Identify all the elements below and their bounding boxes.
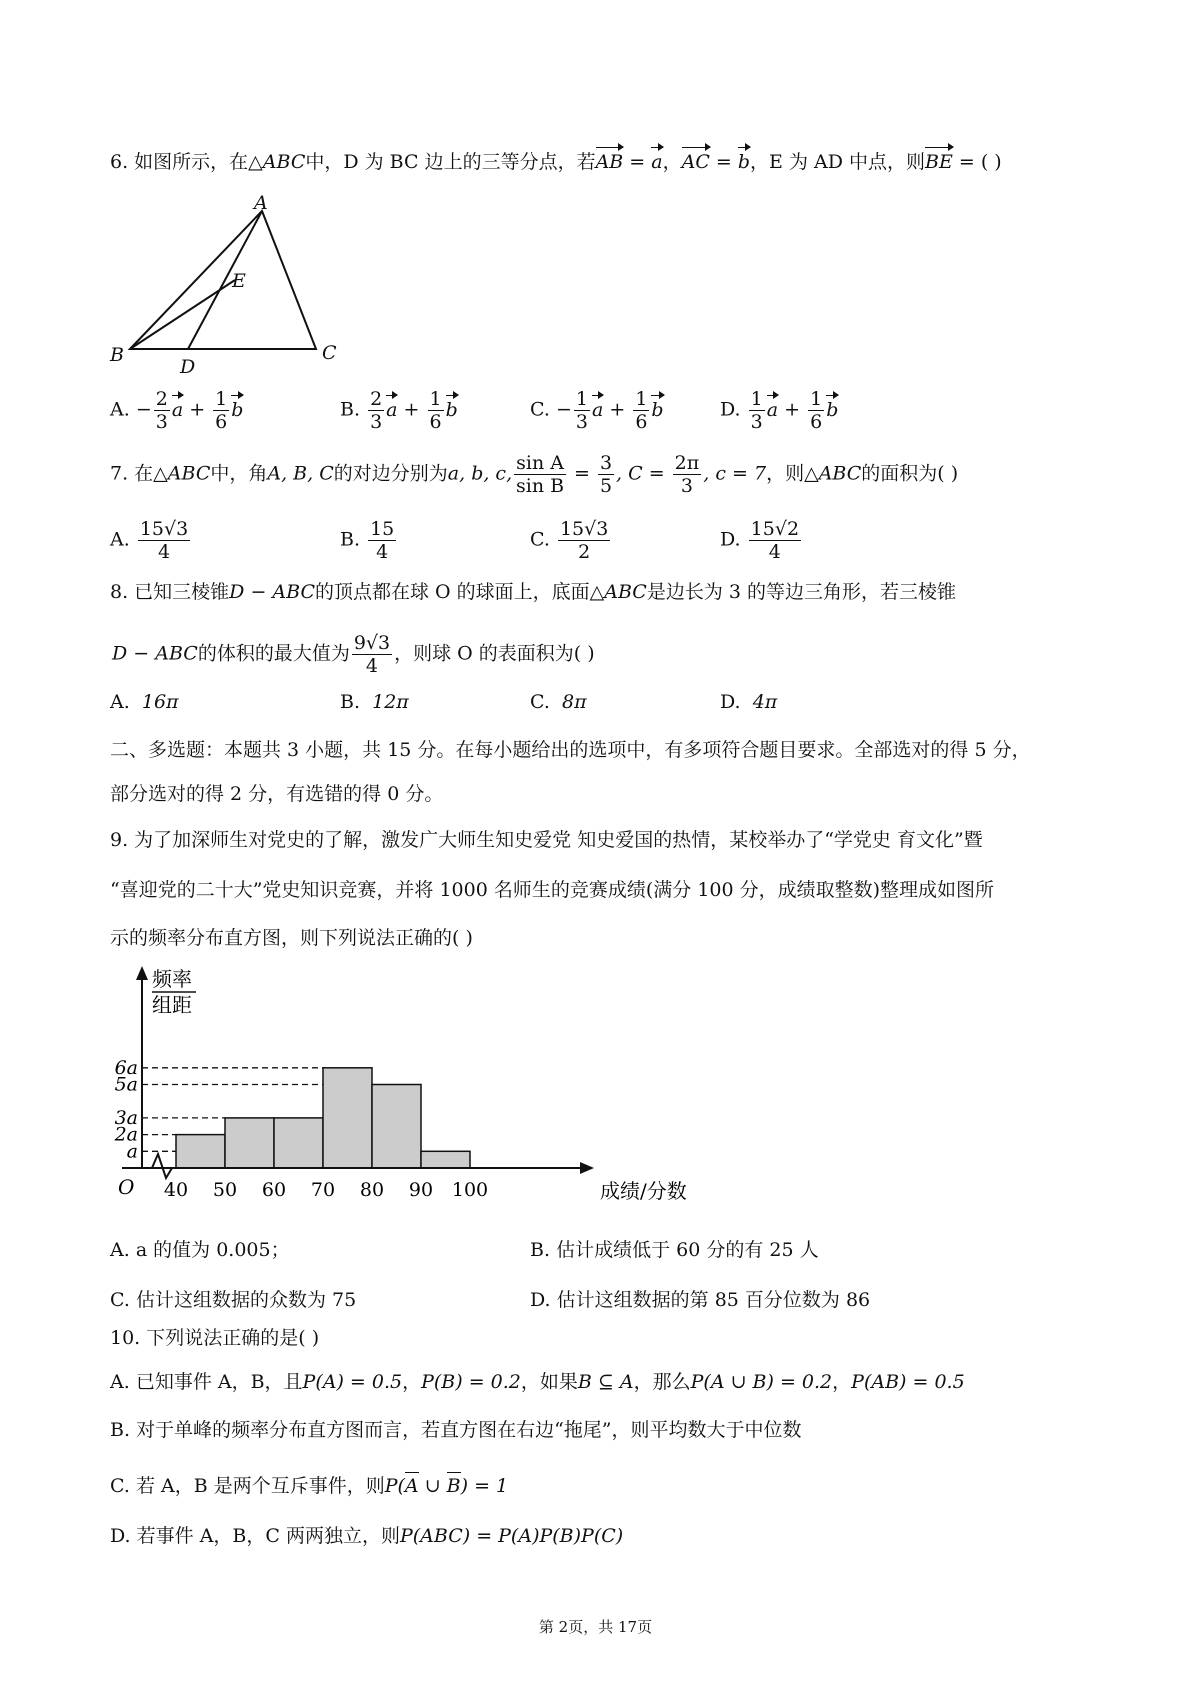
q6-stem [110, 150, 1002, 174]
label-e: E [232, 270, 246, 292]
y-tick-label: 6a [114, 1056, 138, 1079]
q6-comma: ， [662, 151, 682, 173]
histogram-bar [421, 1151, 470, 1168]
q10-option-a[interactable]: A. 已知事件 A，B，且P(A) = 0.5，P(B) = 0.2，如果B ⊆ A，那么P(A ∪ B) = 0.2，P(AB) = 0.5 [110, 1371, 965, 1393]
q6-text: ，E 为 AD 中点，则 [750, 151, 925, 173]
x-axis-arrow [580, 1162, 594, 1174]
vector-a: a [651, 151, 663, 173]
section-heading-line1: 二、多选题：本题共 3 小题，共 15 分。在每小题给出的选项中，有多项符合题目要求。全部选对的得 5 分， [110, 739, 1031, 761]
q9-stem-line2: “喜迎党的二十大”党史知识竞赛，并将 1000 名师生的竞赛成绩(满分 100 分，成绩取整数)整理成如图所 [110, 879, 995, 901]
y-tick-label: 2a [114, 1123, 138, 1146]
vector-b: b [737, 151, 751, 173]
x-tick-label: 50 [212, 1179, 238, 1201]
y-label-top: 频率 [152, 967, 192, 991]
q6-abc: ABC [262, 151, 306, 173]
section-heading-line2: 部分选对的得 2 分，有选错的得 0 分。 [110, 783, 444, 805]
x-tick-label: 90 [408, 1179, 434, 1201]
x-tick-label: 70 [310, 1179, 336, 1201]
histogram-bar [225, 1118, 274, 1168]
q6-eq: = [709, 151, 738, 173]
q6-text: = ( ) [952, 151, 1002, 173]
q6-option-c[interactable]: C. − $\frac{1}{3}$ a + $\frac{1}{6}$ b [530, 388, 664, 433]
q9-stem-line3: 示的频率分布直方图，则下列说法正确的( ) [110, 927, 473, 949]
q8-option-c[interactable]: C. 8π [530, 691, 587, 713]
x-tick-label: 40 [163, 1179, 189, 1201]
q7-option-c[interactable]: C. $\frac{15√3}{2}$ [530, 518, 609, 563]
q7-option-b[interactable]: B. $\frac{15}{4}$ [340, 518, 395, 563]
q8-option-d[interactable]: D. 4π [720, 691, 778, 713]
q8-stem-line1: 8. 已知三棱锥D − ABC的顶点都在球 O 的球面上，底面△ABC是边长为 3 的等边三角形，若三棱锥 [110, 581, 957, 603]
label-c: C [322, 342, 337, 364]
label-b: B [110, 344, 124, 366]
histogram-x-ticks [164, 1179, 488, 1201]
q10-stem: 10. 下列说法正确的是( ) [110, 1327, 320, 1349]
q9-stem-line1: 9. 为了加深师生对党史的了解，激发广大师生知史爱党 知史爱国的热情，某校举办了“学党史 育文化”暨 [110, 829, 983, 851]
vector-be: BE [925, 151, 953, 173]
y-label-bottom: 组距 [152, 993, 192, 1017]
y-tick-label: 5a [114, 1073, 138, 1096]
x-tick-label: 100 [451, 1179, 489, 1201]
q6-text: 中，D 为 BC 边上的三等分点，若 [305, 151, 596, 173]
origin-label: O [118, 1175, 135, 1199]
q8-option-b[interactable]: B. 12π [340, 691, 409, 713]
x-tick-label: 80 [359, 1179, 385, 1201]
histogram-chart [100, 967, 687, 1203]
vector-ac: AC [681, 151, 710, 173]
q9-option-a[interactable]: A. a 的值为 0.005； [110, 1239, 290, 1261]
q6-eq: = [623, 151, 652, 173]
y-axis-arrow [136, 966, 148, 980]
y-tick-label: a [126, 1140, 138, 1163]
q9-option-b[interactable]: B. 估计成绩低于 60 分的有 25 人 [530, 1239, 819, 1261]
label-d: D [180, 356, 196, 378]
vector-ab: AB [595, 151, 624, 173]
q10-option-b[interactable]: B. 对于单峰的频率分布直方图而言，若直方图在右边“拖尾”，则平均数大于中位数 [110, 1419, 802, 1441]
axis-break-mark [152, 1154, 172, 1178]
q7-option-a[interactable]: A. $\frac{15√3}{4}$ [110, 518, 189, 563]
q6-text: 6. 如图所示，在△ [110, 151, 263, 173]
q10-option-d[interactable]: D. 若事件 A，B，C 两两独立，则P(ABC) = P(A)P(B)P(C) [110, 1525, 624, 1547]
q7-option-d[interactable]: D. $\frac{15√2}{4}$ [720, 518, 800, 563]
page-footer: 第 2页，共 17页 [538, 1618, 653, 1636]
histogram-bar [274, 1118, 323, 1168]
y-tick-label: 3a [114, 1106, 138, 1129]
q6-option-d[interactable]: D. $\frac{1}{3}$ a + $\frac{1}{6}$ b [720, 388, 839, 433]
q6-option-a[interactable]: A. − $\frac{2}{3}$ a + $\frac{1}{6}$ b [110, 388, 244, 433]
histogram-bar [176, 1135, 225, 1168]
q9-option-d[interactable]: D. 估计这组数据的第 85 百分位数为 86 [530, 1289, 871, 1311]
q8-option-a[interactable]: A. 16π [110, 691, 179, 713]
x-tick-label: 60 [261, 1179, 287, 1201]
label-a: A [254, 192, 268, 214]
q8-stem-line2: D − ABC的体积的最大值为 $\frac{9√3}{4}$ ，则球 O 的表面积为( ) [112, 632, 595, 677]
q6-option-b[interactable]: B. $\frac{2}{3}$ a + $\frac{1}{6}$ b [340, 388, 458, 433]
histogram-bar [323, 1068, 372, 1168]
x-axis-label: 成绩/分数 [600, 1179, 687, 1203]
q7-stem: 7. 在△ABC中，角A, B, C的对边分别为a, b, c, $\frac{\text{sin A}}{\text{sin B}}$ = $\frac{3}{5}$ , C = $\frac{2\pi}{3}$ , c = 7，则△ABC的面积为( ) [110, 452, 959, 497]
q9-option-c[interactable]: C. 估计这组数据的众数为 75 [110, 1289, 357, 1311]
histogram-bar [372, 1085, 421, 1169]
histogram-y-ticks [114, 1057, 138, 1163]
histogram-bars [176, 1068, 470, 1168]
q10-option-c[interactable]: C. 若 A，B 是两个互斥事件，则P(A ∪ B) = 1 [110, 1472, 508, 1498]
triangle-figure [100, 192, 350, 378]
